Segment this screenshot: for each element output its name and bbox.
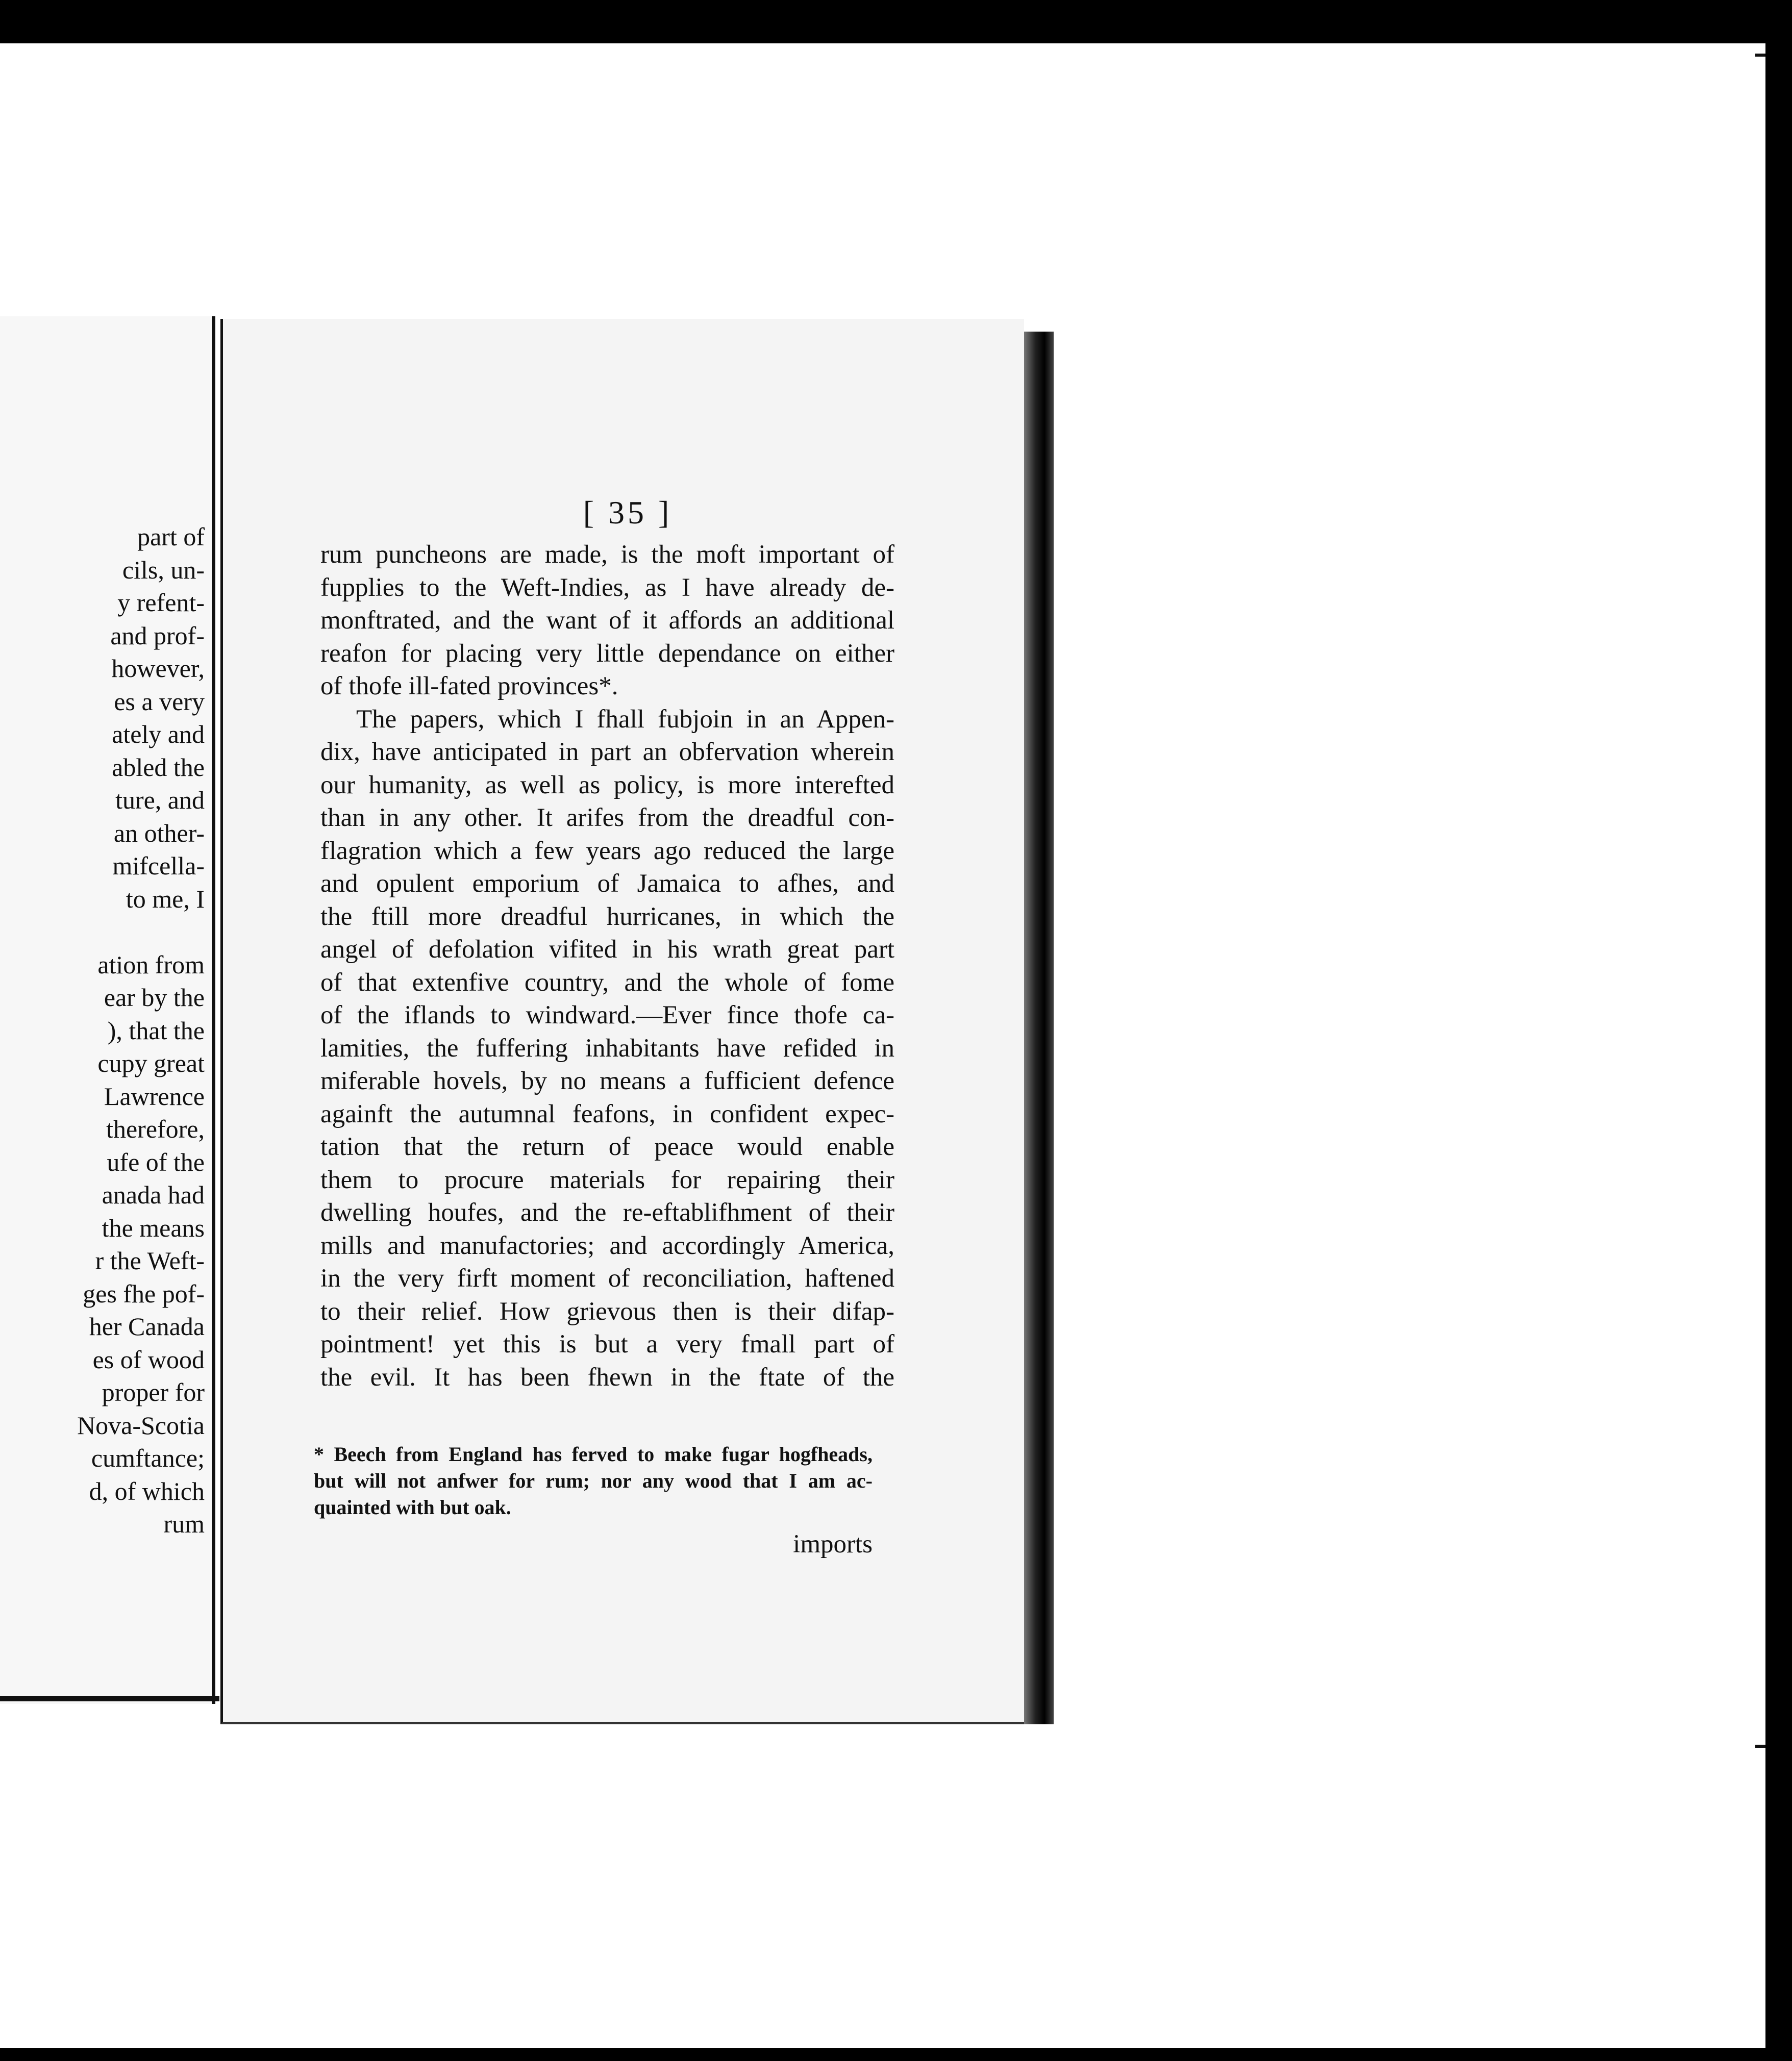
left-line: and prof- (110, 621, 205, 650)
left-line: Nova-Scotia (77, 1411, 205, 1440)
left-line: Lawrence (104, 1082, 205, 1111)
body-line: angel of defolation vifited in his wrath great part (320, 935, 894, 964)
left-line: ges fhe pof- (83, 1279, 205, 1308)
left-line: anada had (102, 1180, 205, 1209)
footnote-line: but will not anfwer for rum; nor any wood that I am ac- (314, 1469, 873, 1492)
left-line: es a very (114, 687, 205, 716)
body-line: miferable hovels, by no means a fufficient defence (320, 1067, 894, 1095)
page-number: [ 35 ] (583, 494, 673, 531)
left-line: the means (102, 1213, 205, 1242)
left-line: ture, and (115, 786, 205, 814)
left-line: ation from (97, 950, 205, 979)
body-line: flagration which a few years ago reduced the large (320, 836, 894, 865)
left-line (1, 915, 205, 948)
margin-mark (1755, 1745, 1765, 1748)
left-line: cils, un- (122, 555, 205, 584)
catchword: imports (793, 1530, 873, 1559)
left-line: d, of which (89, 1476, 205, 1505)
left-page-text (1, 520, 205, 1541)
body-line: dix, have anticipated in part an obfervation wherein (320, 738, 894, 766)
body-line: and opulent emporium of Jamaica to afhes, and (320, 869, 894, 898)
body-line: monftrated, and the want of it affords an additional (320, 606, 894, 635)
left-line: cupy great (97, 1049, 205, 1077)
body-line: dwelling houfes, and the re-eftablifhment of their (320, 1198, 894, 1227)
left-page (0, 316, 215, 1704)
body-line: them to procure materials for repairing their (320, 1165, 894, 1194)
left-line: therefore, (106, 1115, 205, 1143)
left-line: ately and (112, 720, 205, 748)
book-edge-bottom (0, 1696, 219, 1701)
left-line: to me, I (126, 884, 205, 913)
left-line: abled the (112, 752, 205, 782)
body-line: of that extenfive country, and the whole of fome (320, 968, 894, 997)
body-line: in the very firft moment of reconciliation, haftened (320, 1264, 894, 1293)
left-line: mifcella- (112, 851, 205, 880)
body-text (320, 538, 894, 1394)
body-line: the ftill more dreadful hurricanes, in which the (320, 902, 894, 931)
left-line: ufe of the (107, 1147, 205, 1176)
body-line: pointment! yet this is but a very fmall part of (320, 1330, 894, 1359)
body-line: our humanity, as well as policy, is more interefted (320, 770, 894, 799)
body-line: The papers, which I fhall fubjoin in an Appen- (356, 705, 894, 734)
body-line: fupplies to the Weft-Indies, as I have already de- (320, 573, 894, 602)
body-line: to their relief. How grievous then is their difap- (320, 1297, 894, 1326)
body-line: mills and manufactories; and accordingly America, (320, 1231, 894, 1260)
footnote (314, 1441, 873, 1521)
body-line: the evil. It has been fhewn in the ftate of the (320, 1363, 894, 1392)
body-line: of the iflands to windward.—Ever fince thofe ca- (320, 1001, 894, 1029)
left-line: part of (137, 522, 205, 551)
left-line: cumftance; (91, 1444, 205, 1472)
body-line: than in any other. It arifes from the dreadful con- (320, 803, 894, 832)
body-line: of thofe ill-fated provinces*. (320, 672, 618, 700)
left-line: however, (111, 654, 205, 683)
margin-mark (1755, 54, 1765, 57)
footnote-line: * Beech from England has ferved to make fugar hogfheads, (314, 1443, 873, 1466)
body-line: againft the autumnal feafons, in confident expec- (320, 1099, 894, 1128)
left-line: proper for (102, 1378, 205, 1406)
footnote-line: quainted with but oak. (314, 1496, 511, 1519)
left-line: ear by the (104, 983, 205, 1012)
left-line: r the Weft- (95, 1246, 205, 1275)
body-line: tation that the return of peace would enable (320, 1133, 894, 1161)
left-line: rum (163, 1510, 205, 1538)
left-line: ), that the (107, 1016, 205, 1045)
left-line: an other- (113, 818, 205, 847)
body-line: reafon for placing very little dependance on either (320, 639, 894, 668)
body-line: lamities, the fuffering inhabitants have refided in (320, 1034, 894, 1063)
left-line: y refent- (117, 588, 205, 617)
left-line: her Canada (89, 1312, 205, 1341)
left-line: es of wood (92, 1345, 205, 1374)
body-line: rum puncheons are made, is the moft important of (320, 540, 894, 569)
